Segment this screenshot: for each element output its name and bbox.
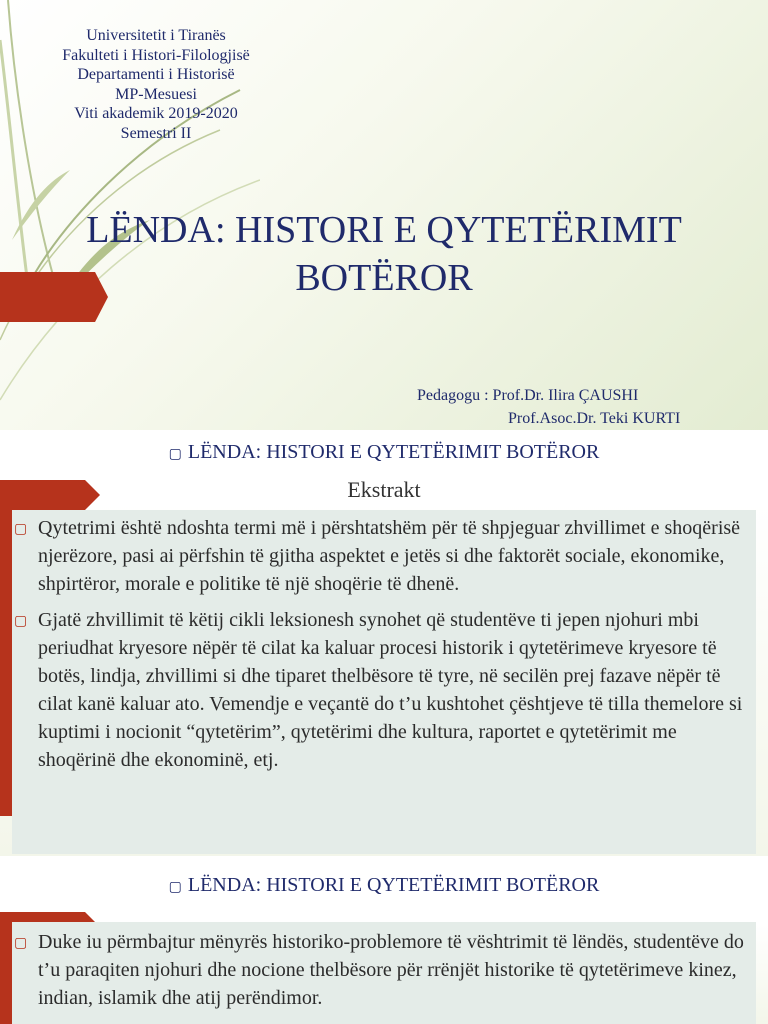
slide-header-text: LËNDA: HISTORI E QYTETËRIMIT BOTËROR [187, 874, 600, 896]
content-box [12, 922, 756, 1024]
pedagogue-secondary: Prof.Asoc.Dr. Teki KURTI [508, 410, 681, 427]
wingding-bullet-icon: ▢ [168, 879, 182, 895]
university-line: MP-Mesuesi [115, 85, 197, 103]
paragraph-text: Gjatë zhvillimit të këtij cikli leksionesh synohet që studentëve ti jepen njohuri mbi periudhat kryesore nëpër të cilat ka kaluar procesi historik i qytetërimeve kryesore të botës, lindja, zhvillimi si dhe tiparet thelbësore të tyre, në secilën prej fazave nëpër të cilat kanë kaluar ato. Vemendje e veçantë do t’u kushtohet çështjeve të tilla themelore si kuptimi i nocionit “qytetërim”, qytetërimi dhe kultura, raportet e qytetërimit me shoqërinë dhe ekonominë, etj. [38, 609, 743, 771]
content-paragraph [12, 514, 756, 598]
slide-header [0, 441, 768, 464]
slide-header [0, 874, 768, 897]
wingding-bullet-icon: ▢ [14, 613, 28, 629]
university-line: Semestri II [120, 124, 192, 142]
pedagogue-primary: Pedagogu : Prof.Dr. Ilira ÇAUSHI [417, 387, 639, 404]
content-slide [0, 864, 768, 1024]
content-paragraph [12, 928, 756, 1012]
slide-title [0, 206, 768, 302]
content-box [12, 510, 756, 854]
extract-slide [0, 432, 768, 856]
slide-header-text: LËNDA: HISTORI E QYTETËRIMIT BOTËROR [187, 441, 600, 463]
wingding-bullet-icon: ▢ [14, 935, 28, 951]
paragraph-text: Qytetrimi është ndoshta termi më i përshtatshëm për të shpjeguar zhvillimet e shoqërisë njerëzore, pasi ai përfshin të gjitha aspektet e jetës si dhe faktorët sociale, ekonomike, shpirtëror, morale e politike të një shoqërie të dhenë. [38, 517, 741, 595]
title-line: LËNDA: HISTORI E QYTETËRIMIT [86, 209, 682, 251]
title-line: BOTËROR [295, 257, 473, 299]
wingding-bullet-icon: ▢ [14, 521, 28, 537]
university-line: Universitetit i Tiranës [86, 27, 226, 44]
slide-subtitle: Ekstrakt [347, 477, 421, 502]
paragraph-text: Duke iu përmbajtur mënyrës historiko-problemore të vështrimit të lëndës, studentëve do t’u paraqiten njohuri dhe nocione thelbësore për rrënjët historike të qytetërimeve kinez, indian, islamik dhe atij perëndimor. [38, 931, 744, 1009]
university-line: Viti akademik 2019-2020 [74, 105, 238, 122]
university-line: Departamenti i Historisë [77, 66, 235, 83]
content-paragraph [12, 606, 756, 774]
university-header [20, 26, 292, 143]
university-line: Fakulteti i Histori-Filologjisë [62, 46, 250, 64]
wingding-bullet-icon: ▢ [168, 446, 182, 462]
title-slide [0, 0, 768, 430]
